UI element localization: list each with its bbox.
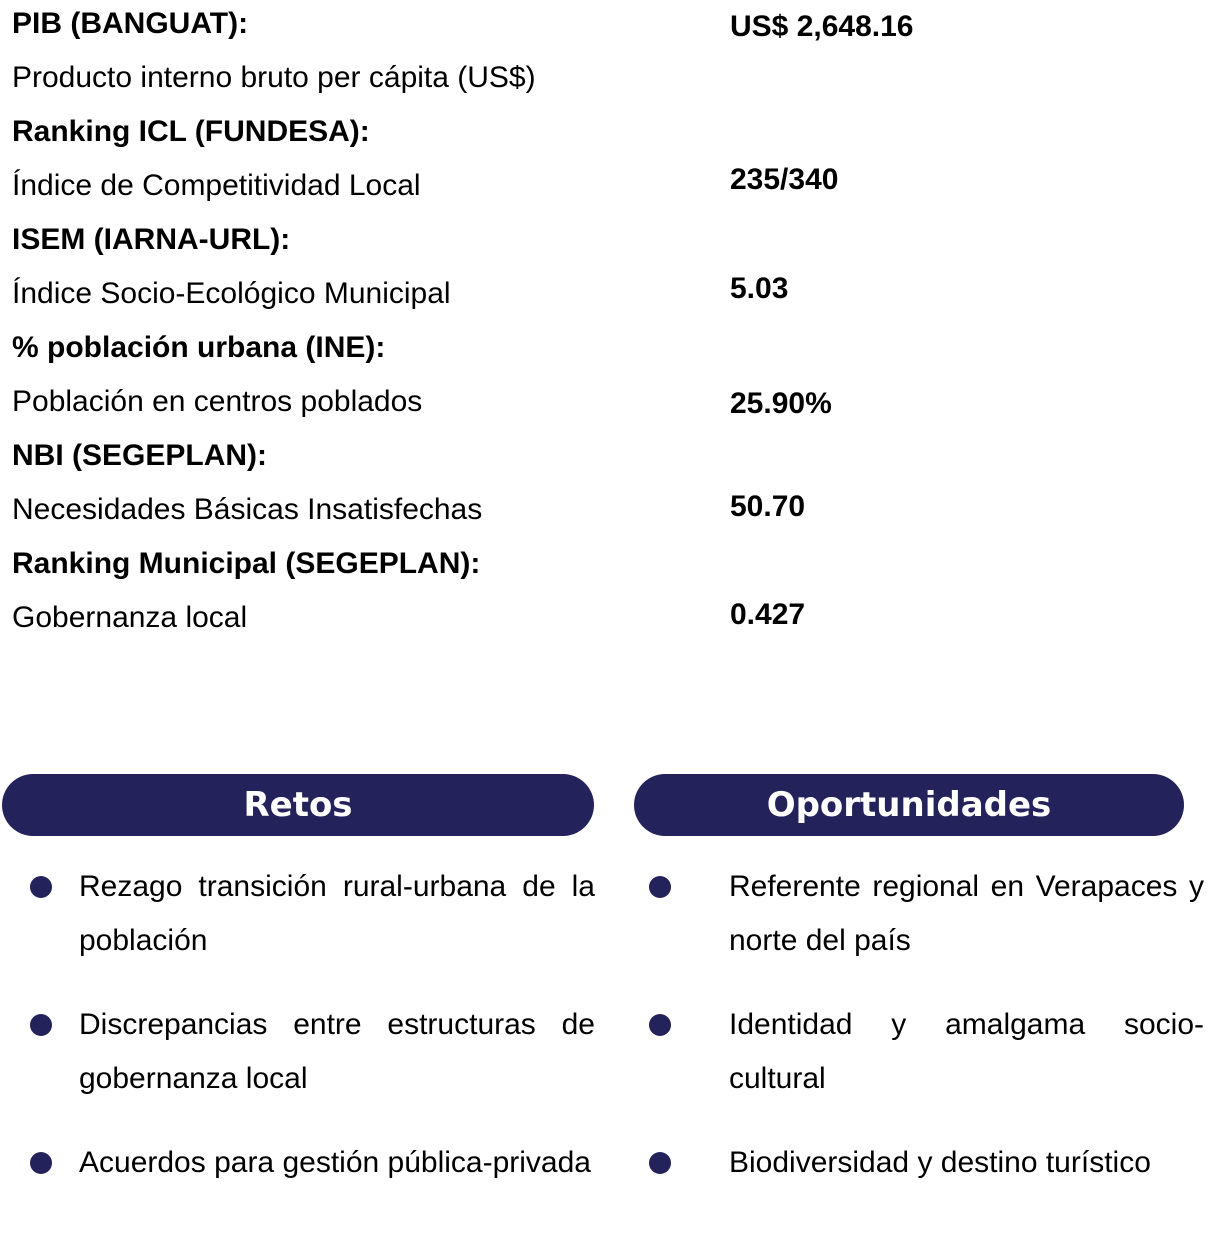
indicator-description-pib: Producto interno bruto per cápita (US$) (12, 61, 536, 94)
indicator-description-ranking-municipal: Gobernanza local (12, 601, 248, 634)
bullet-icon (649, 1152, 671, 1174)
indicator-value-pib: US$ 2,648.16 (730, 10, 914, 43)
reto-item: Acuerdos para gestión pública-privada (79, 1146, 591, 1179)
oportunidad-item: Biodiversidad y destino turístico (729, 1146, 1151, 1179)
indicator-description-nbi: Necesidades Básicas Insatisfechas (12, 493, 483, 526)
bullet-icon (649, 1014, 671, 1036)
indicator-description-poblacion-urbana: Población en centros poblados (12, 385, 423, 418)
reto-item: Rezago transición rural-urbana de la población (79, 870, 595, 957)
oportunidad-item: Identidad y amalgama socio-cultural (729, 1008, 1204, 1095)
indicator-value-nbi: 50.70 (730, 490, 806, 523)
bullet-icon (30, 876, 52, 898)
bullet-icon (649, 876, 671, 898)
indicator-label-isem: ISEM (IARNA-URL): (12, 223, 291, 256)
indicator-description-icl: Índice de Competitividad Local (12, 169, 421, 202)
bullet-icon (30, 1014, 52, 1036)
indicator-value-poblacion-urbana: 25.90% (730, 387, 832, 420)
indicator-label-nbi: NBI (SEGEPLAN): (12, 439, 267, 472)
indicator-value-isem: 5.03 (730, 272, 789, 305)
indicator-label-ranking-municipal: Ranking Municipal (SEGEPLAN): (12, 547, 481, 580)
indicator-label-icl: Ranking ICL (FUNDESA): (12, 115, 370, 148)
oportunidades-header: Oportunidades (634, 774, 1184, 836)
indicator-value-icl: 235/340 (730, 163, 839, 196)
indicator-label-poblacion-urbana: % población urbana (INE): (12, 331, 386, 364)
retos-header: Retos (2, 774, 594, 836)
indicator-description-isem: Índice Socio-Ecológico Municipal (12, 277, 451, 310)
indicator-label-pib: PIB (BANGUAT): (12, 7, 249, 40)
bullet-icon (30, 1152, 52, 1174)
oportunidad-item: Referente regional en Verapaces y norte del país (729, 870, 1204, 957)
reto-item: Discrepancias entre estructuras de gobernanza local (79, 1008, 595, 1095)
indicator-value-ranking-municipal: 0.427 (730, 598, 806, 631)
